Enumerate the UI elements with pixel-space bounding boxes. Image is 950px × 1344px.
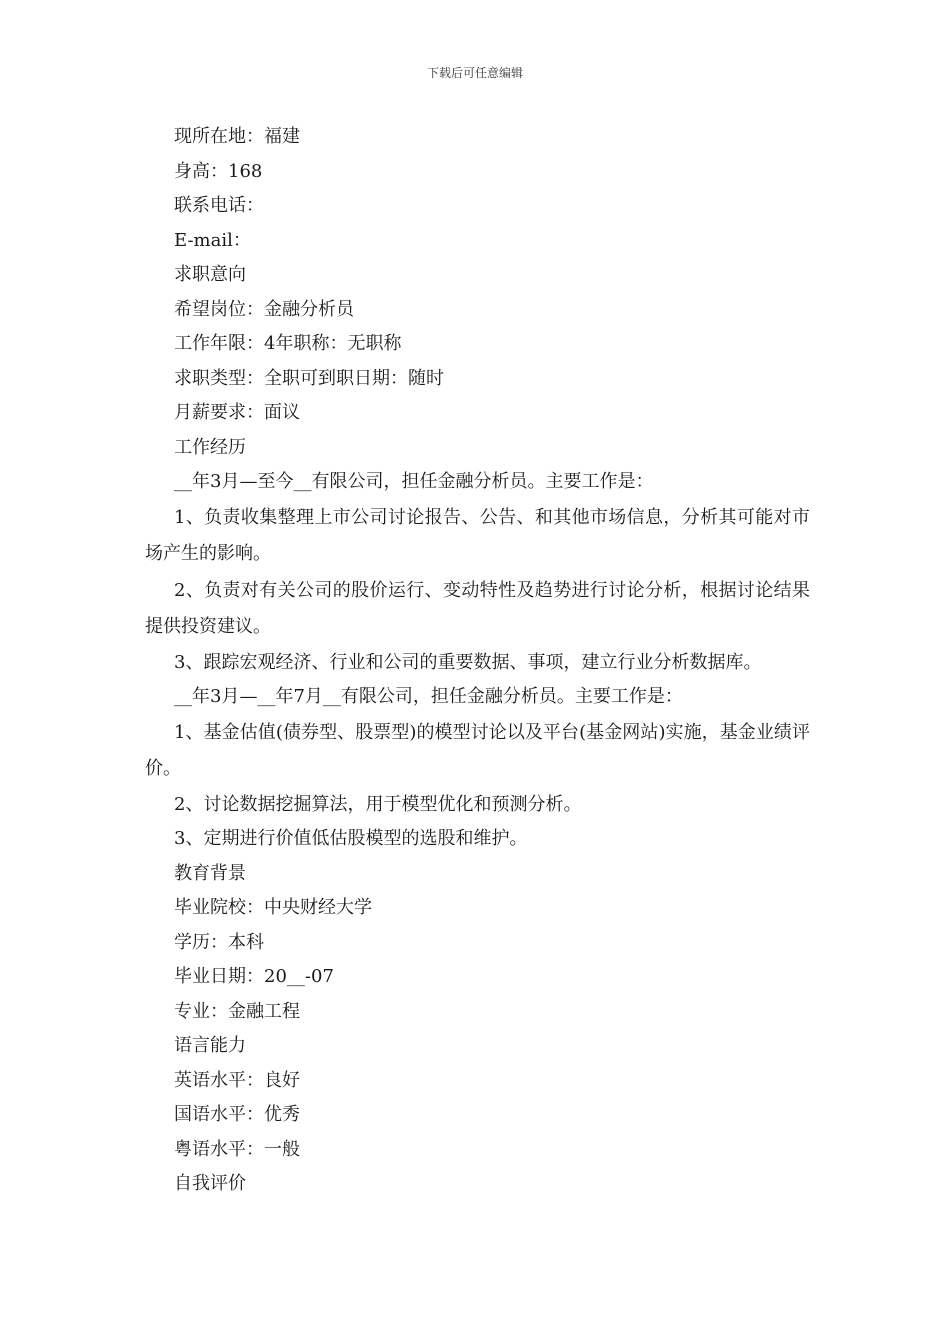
email-line: E-mail： [174,229,251,251]
job-type-line: 求职类型：全职可到职日期：随时 [174,367,444,389]
section-heading-job-intention: 求职意向 [174,264,246,285]
location-line: 现所在地：福建 [174,126,300,147]
job-2-duty-3: 3、定期进行价值低估股模型的选股和维护。 [174,828,528,849]
desired-position-line: 希望岗位：金融分析员 [174,298,354,320]
english-level-line: 英语水平：良好 [174,1069,300,1091]
height-line: 身高：168 [174,160,263,182]
page-header-note: 下载后可任意编辑 [426,66,523,80]
section-heading-language: 语言能力 [174,1035,246,1056]
job-1-duty-3: 3、跟踪宏观经济、行业和公司的重要数据、事项，建立行业分析数据库。 [174,651,762,673]
section-heading-self-evaluation: 自我评价 [174,1173,246,1194]
phone-line: 联系电话： [174,195,264,216]
section-heading-education: 教育背景 [174,862,246,884]
section-heading-work-experience: 工作经历 [174,436,246,458]
cantonese-level-line: 粤语水平：一般 [174,1138,300,1160]
job-2-duty-2: 2、讨论数据挖掘算法，用于模型优化和预测分析。 [174,793,582,815]
mandarin-level-line: 国语水平：优秀 [174,1104,300,1125]
salary-line: 月薪要求：面议 [174,402,300,423]
degree-line: 学历：本科 [174,931,264,953]
resume-body [145,120,810,1202]
job-1-duty-1: 1、负责收集整理上市公司讨论报告、公告、和其他市场信息，分析其可能对市场产生的影响。 [145,506,810,564]
job-1-title: __年3月—至今__有限公司，担任金融分析员。主要工作是： [174,471,654,492]
major-line: 专业：金融工程 [174,1000,300,1022]
school-line: 毕业院校：中央财经大学 [174,897,372,918]
job-2-title: __年3月—__年7月__有限公司，担任金融分析员。主要工作是： [174,686,683,707]
work-years-line: 工作年限：4年职称：无职称 [174,333,402,354]
job-1-duty-2: 2、负责对有关公司的股价运行、变动特性及趋势进行讨论分析，根据讨论结果提供投资建议。 [145,579,810,637]
job-2-duty-1: 1、基金估值(债券型、股票型)的模型讨论以及平台(基金网站)实施，基金业绩评价。 [145,721,810,779]
graduation-date-line: 毕业日期：20__-07 [174,966,334,987]
